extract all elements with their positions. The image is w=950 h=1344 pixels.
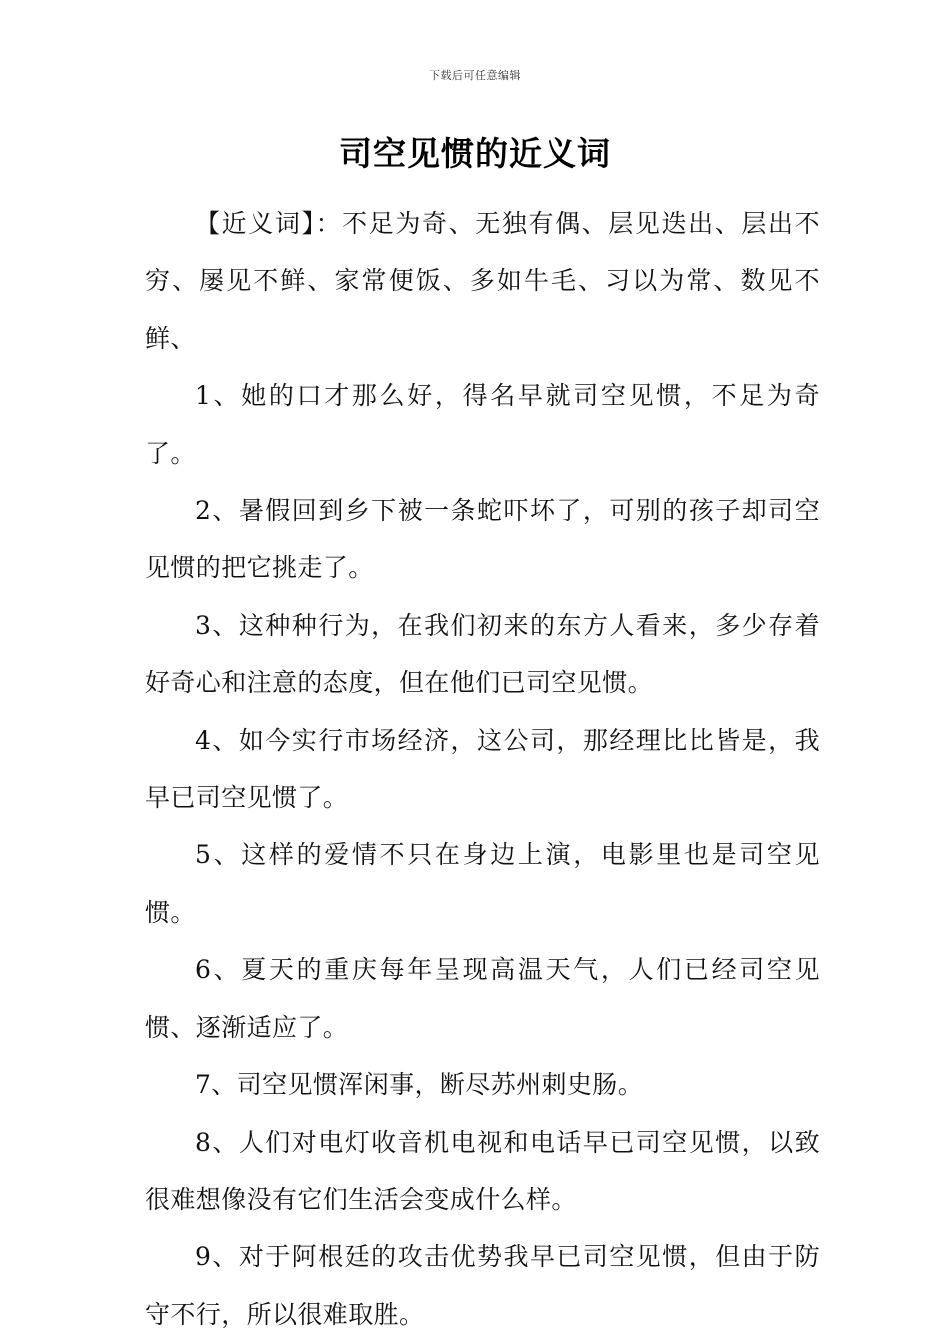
example-sentence-7: 7、司空见惯浑闲事，断尽苏州刺史肠。 [195,1070,644,1100]
document-body [145,195,820,1343]
example-sentence-5: 5、这样的爱情不只在身边上演，电影里也是司空见惯。 [145,840,820,927]
example-sentence-8: 8、人们对电灯收音机电视和电话早已司空见惯，以致很难想像没有它们生活会变成什么样。 [145,1127,820,1214]
example-sentence-1: 1、她的口才那么好，得名早就司空见惯，不足为奇了。 [145,381,820,468]
example-sentence-2: 2、暑假回到乡下被一条蛇吓坏了，可别的孩子却司空见惯的把它挑走了。 [145,496,820,583]
example-sentence-3: 3、这种种行为，在我们初来的东方人看来，多少存着好奇心和注意的态度，但在他们已司空见惯。 [145,610,820,698]
document-title: 司空见惯的近义词 [339,134,611,173]
synonyms-text: ：不足为奇、无独有偶、层见迭出、层出不穷、屡见不鲜、家常便饭、多如牛毛、习以为常、数见不鲜、 [145,209,820,353]
example-sentence-9: 9、对于阿根廷的攻击优势我早已司空见惯，但由于防守不行，所以很难取胜。 [145,1242,820,1329]
example-sentence-4: 4、如今实行市场经济，这公司，那经理比比皆是，我早已司空见惯了。 [145,725,820,813]
example-sentence-6: 6、夏天的重庆每年呈现高温天气，人们已经司空见惯、逐渐适应了。 [145,955,820,1042]
synonyms-label: 【近义词】 [195,209,316,238]
header-note: 下载后可任意编辑 [429,69,521,82]
synonyms-paragraph [145,195,820,367]
